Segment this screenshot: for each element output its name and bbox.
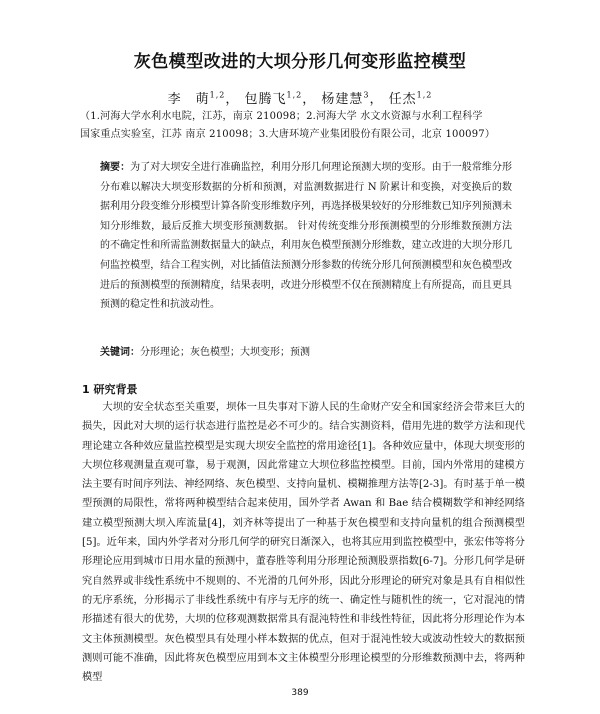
author-name: 任杰: [388, 92, 417, 107]
affiliation-line-2: 国家重点实验室，江苏 南京 210098；3.大唐环境产业集团股份有限公司，北京 100097）: [80, 129, 496, 140]
keywords-text: 分形理论；灰色模型；大坝变形；预测: [140, 347, 310, 358]
abstract-label: 摘要：: [100, 162, 131, 173]
author-name: 李 萌: [167, 92, 210, 107]
author-list: 李 萌$^{1,2}$， 包腾飞$^{1,2}$， 杨建慧$^3$， 任杰$^{1,2}$: [167, 90, 433, 107]
section-paragraph: 大坝的安全状态至关重要，坝体一旦失事对下游人民的生命财产安全和国家经济会带来巨大的损失，因此对大坝的运行状态进行监控是必不可少的。结合实测资料，借用先进的数学方法和现代理论建立各种效应量监控模型是实现大坝安全监控的常用途径[1]。各种效应量中，体现大坝变形的大坝位移观测量直观可靠，易于观测，因此常建立大坝位移监控模型。目前，国内外常用的建模方法主要有时间序列法、神经网络、灰色模型、支持向量机、模糊推理方法等[2-3]。有时基于单一模型预测的局限性，常将两种模型结合起来使用，国外学者 Awan 和 Bae 结合模糊数学和神经网络建立模型预测大坝入库流量[4]，刘齐林等提出了一种基于灰色模型和支持向量机的组合预测模型[5]。近年来，国内外学者对分形几何学的研究日渐深入，也将其应用到监控模型中，张宏伟等将分形理论应用到城市日用水量的预测中，董春胜等利用分形理论预测股票指数[6-7]。分形几何学是研究自然界或非线性系统中不规则的、不光滑的几何外形，因此分形理论的研究对象是具有自相似性的无序系统，分形揭示了非线性系统中有序与无序的统一、确定性与随机性的统一，它对混沌的情形描述有很大的优势，大坝的位移观测数据常具有混沌特性和非线性特征，因此将分形理论作为本文主体预测模型。灰色模型具有处理小样本数据的优点，但对于混沌性较大或波动性较大的数据预测则可能不准确，因此将灰色模型应用到本文主体模型分形理论模型的分形维数预测中去，将两种模型: [82, 402, 525, 684]
paper-title: 灰色模型改进的大坝分形几何变形监控模型: [133, 52, 467, 72]
abstract: [100, 158, 512, 315]
abstract-text: 为了对大坝安全进行准确监控，利用分形几何理论预测大坝的变形。由于一般常维分形分布难以解决大坝变形数据的分析和预测，对监测数据进行 N 阶累计和变换，对变换后的数据利用分段变维分形模型计算各阶变形维数序列，再选择极果较好的分形维数已知序列预测未知分形维数，最后反推大坝变形预测数据。 针对传统变维分形预测模型的分形维数预测方法的不确定性和所需监测数据量大的缺点，利用灰色模型预测分形维数，建立改进的大坝分形几何监控模型，结合工程实例，对比插值法预测分形参数的传统分形几何预测模型和灰色模型改进后的预测模型的预测精度，结果表明，改进分形模型不仅在预测精度上有所提高，而且更具预测的稳定性和抗波动性。: [100, 162, 513, 311]
author-affil-mark: 1,2: [209, 90, 226, 100]
page-number: 389: [291, 688, 309, 698]
affiliation-line-1: （1.河海大学水利水电院，江苏，南京 210098；2.河海大学 水文水资源与水利工程科学: [80, 111, 483, 122]
author-name: 杨建慧: [321, 92, 364, 107]
section-heading: 1 研究背景: [82, 383, 138, 396]
keywords-label: 关键词：: [100, 347, 140, 358]
author-affil-mark: 3: [363, 90, 370, 100]
author-affil-mark: 1,2: [416, 90, 433, 100]
author-affil-mark: 1,2: [286, 90, 303, 100]
keywords: [100, 343, 512, 358]
author-name: 包腾飞: [244, 92, 287, 107]
